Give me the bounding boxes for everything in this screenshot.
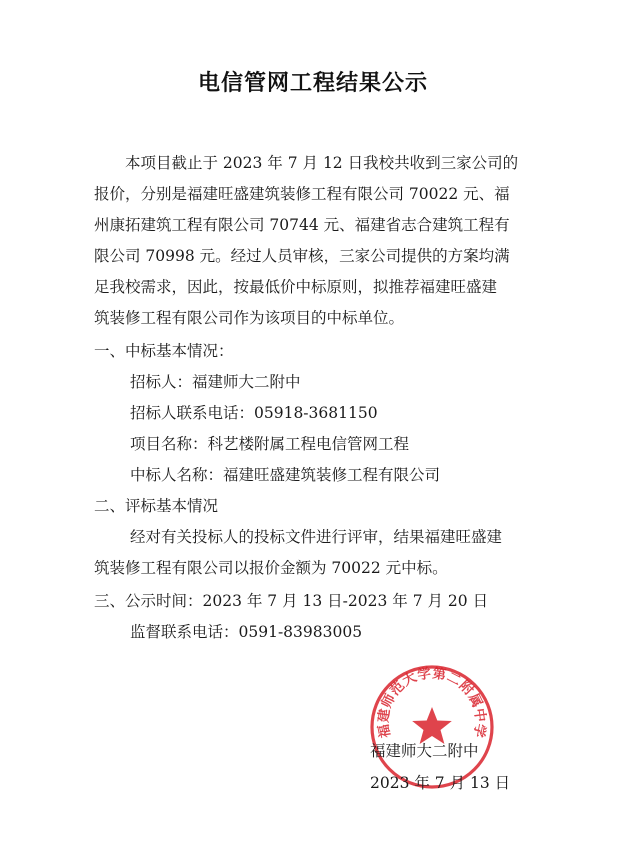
paragraph-line: 州康拓建筑工程有限公司 70744 元、福建省志合建筑工程有 xyxy=(94,216,510,234)
signature-date: 2023 年 7 月 13 日 xyxy=(370,774,511,792)
winner-line: 中标人名称：福建旺盛建筑装修工程有限公司 xyxy=(130,466,441,484)
project-line: 项目名称：科艺楼附属工程电信管网工程 xyxy=(130,435,410,453)
contact-line: 招标人联系电话：05918-3681150 xyxy=(130,404,378,422)
paragraph-line: 筑装修工程有限公司以报价金额为 70022 元中标。 xyxy=(94,559,448,577)
paragraph-line: 筑装修工程有限公司作为该项目的中标单位。 xyxy=(94,309,405,327)
seal-text: 福建师范大学第二附属中学 xyxy=(375,665,489,740)
tenderer-line: 招标人：福建师大二附中 xyxy=(130,373,301,391)
section-heading: 三、公示时间：2023 年 7 月 13 日-2023 年 7 月 20 日 xyxy=(94,592,489,610)
paragraph-line: 经对有关投标人的投标文件进行评审，结果福建旺盛建 xyxy=(130,528,503,546)
section-heading: 二、评标基本情况 xyxy=(94,497,219,515)
seal-star-icon xyxy=(412,707,452,744)
paragraph-line: 足我校需求，因此，按最低价中标原则，拟推荐福建旺盛建 xyxy=(94,278,498,296)
supervision-line: 监督联系电话：0591-83983005 xyxy=(130,623,363,641)
page-title: 电信管网工程结果公示 xyxy=(197,71,428,96)
paragraph-line: 报价，分别是福建旺盛建筑装修工程有限公司 70022 元、福 xyxy=(94,185,510,203)
signature-org: 福建师大二附中 xyxy=(370,742,479,760)
paragraph-line: 限公司 70998 元。经过人员审核，三家公司提供的方案均满 xyxy=(94,247,510,265)
section-heading: 一、中标基本情况： xyxy=(94,342,234,360)
paragraph-line: 本项目截止于 2023 年 7 月 12 日我校共收到三家公司的 xyxy=(125,154,519,172)
